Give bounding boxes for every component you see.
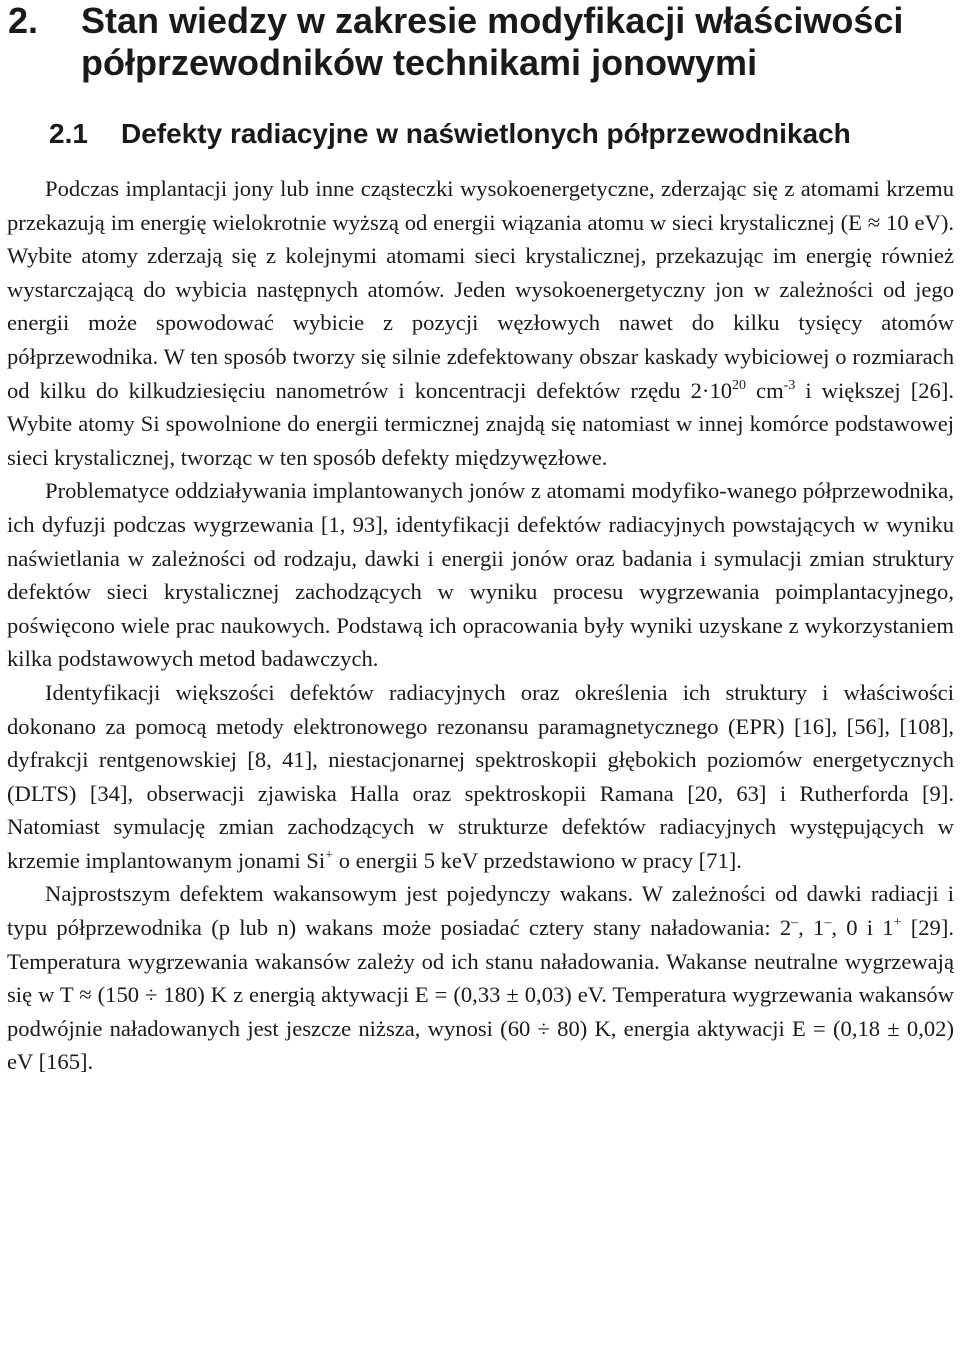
exponent: – <box>824 915 832 931</box>
exponent: – <box>791 915 799 931</box>
chapter-heading <box>8 0 938 84</box>
paragraph-4-text-d: [29]. Temperatura wygrzewania wakansów zależy od ich stanu naładowania. Wakanse neutralne wygrzewają się w T ≈ (150 ÷ 180) K z energią aktywacji E = (0,33 ± 0,03) eV. Temperatura wygrzewania wakansów podwójnie naładowanych jest jeszcze niższa, wynosi (60 ÷ 80) K, energia aktywacji E = (0,18 ± 0,02) eV [165]. <box>7 915 954 1075</box>
paragraph-1-text-b: cm <box>746 377 784 403</box>
chapter-title: Stan wiedzy w zakresie modyfikacji właściwości półprzewodników technikami jonowymi <box>81 0 904 83</box>
paragraph-4-text-b: , 1 <box>798 915 825 941</box>
exponent: + <box>893 915 902 931</box>
paragraph-2-text: Problematyce oddziaływania implantowanych jonów z atomami modyfiko-wanego półprzewodnika, ich dyfuzji podczas wygrzewania [1, 93], identyfikacji defektów radiacyjnych powstających w wyniku naświetlania w zależności od rodzaju, dawki i energii jonów oraz badania i symulacji zmian struktury defektów sieci krystalicznej zachodzących w wyniku procesu wygrzewania poimplantacyjnego, poświęcono wiele prac naukowych. Podstawą ich opracowania były wyniki uzyskane z wykorzystaniem kilka podstawowych metod badawczych. <box>7 478 954 672</box>
paragraph-1 <box>7 172 954 474</box>
exponent: 20 <box>732 377 747 393</box>
paragraph-3 <box>7 676 954 878</box>
paragraph-1-text-c: i większej [26]. Wybite atomy Si spowolnione do energii termicznej znajdą się natomiast w innej komórce podstawowej sieci krystalicznej, tworząc w ten sposób defekty międzywęzłowe. <box>7 377 954 470</box>
paragraph-1-text-a: Podczas implantacji jony lub inne cząsteczki wysokoenergetyczne, zderzając się z atomami krzemu przekazują im energię wielokrotnie wyższą od energii wiązania atomu w sieci krystalicznej (E ≈ 10 eV). Wybite atomy zderzają się z kolejnymi atomami sieci krystalicznej, przekazując im energię również wystarczającą do wybicia następnych atomów. Jeden wysokoenergetyczny jon w zależności od jego energii może spowodować wybicie z pozycji węzłowych nawet do kilku tysięcy atomów półprzewodnika. W ten sposób tworzy się silnie zdefektowany obszar kaskady wybiciowej o rozmiarach od kilku do kilkudziesięciu nanometrów i koncentracji defektów rzędu 2·10 <box>7 176 954 403</box>
paragraph-3-text-a: Identyfikacji większości defektów radiacyjnych oraz określenia ich struktury i właściwości dokonano za pomocą metody elektronowego rezonansu paramagnetycznego (EPR) [16], [56], [108], dyfrakcji rentgenowskiej [8, 41], niestacjonarnej spektroskopii głębokich poziomów energetycznych (DLTS) [34], obserwacji zjawiska Halla oraz spektroskopii Ramana [20, 63] i Rutherforda [9]. Natomiast symulację zmian zachodzących w strukturze defektów radiacyjnych występujących w krzemie implantowanym jonami Si <box>7 679 954 873</box>
paragraph-2 <box>7 474 954 676</box>
body-text <box>7 172 954 1079</box>
chapter-number: 2. <box>8 0 39 41</box>
paragraph-4-text-a: Najprostszym defektem wakansowym jest pojedynczy wakans. W zależności od dawki radiacji i typu półprzewodnika (p lub n) wakans może posiadać cztery stany naładowania: 2 <box>7 881 954 941</box>
paragraph-4 <box>7 877 954 1079</box>
paragraph-4-text-c: , 0 i 1 <box>831 915 894 941</box>
exponent: -3 <box>783 377 796 393</box>
paragraph-3-text-b: o energii 5 keV przedstawiono w pracy [71]. <box>333 847 742 873</box>
section-title: Defekty radiacyjne w naświetlonych półprzewodnikach <box>121 118 851 149</box>
section-number: 2.1 <box>49 118 88 149</box>
exponent: + <box>325 847 334 863</box>
section-heading <box>49 117 851 151</box>
